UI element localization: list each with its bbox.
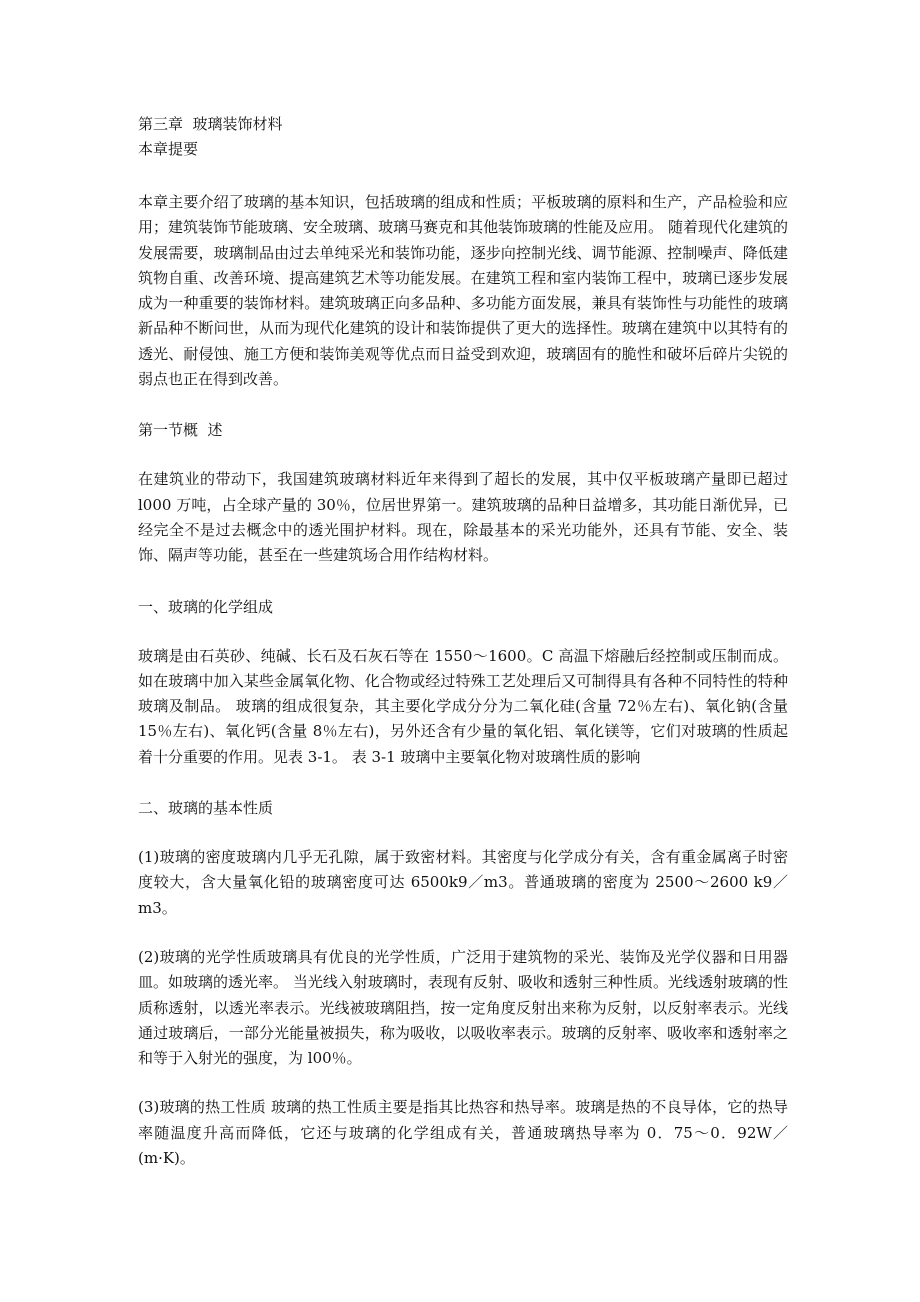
property-thermal-paragraph: (3)玻璃的热工性质 玻璃的热工性质主要是指其比热容和热导率。玻璃是热的不良导体，它的热导率随温度升高而降低，它还与玻璃的化学组成有关，普通玻璃热导率为 0．75～0．92W／(m·K)。: [138, 1098, 788, 1168]
composition-paragraph: 玻璃是由石英砂、纯碱、长石及石灰石等在 1550～1600。C 高温下熔融后经控制或压制而成。如在玻璃中加入某些金属氧化物、化合物或经过特殊工艺处理后又可制得具有各种不同特性的特种玻璃及制品。 玻璃的组成很复杂，其主要化学成分分为二氧化硅(含量 72％左右)、氧化钠(含量 15％左右)、氧化钙(含量 8％左右)，另外还含有少量的氧化铝、氧化镁等，它们对玻璃的性质起着十分重要的作用。见表 3-1。 表 3-1 玻璃中主要氧化物对玻璃性质的影响: [138, 646, 788, 766]
section-heading: 第一节概 述: [138, 421, 223, 440]
summary-paragraph: 本章主要介绍了玻璃的基本知识，包括玻璃的组成和性质；平板玻璃的原料和生产，产品检验和应用；建筑装饰节能玻璃、安全玻璃、玻璃马赛克和其他装饰玻璃的性能及应用。 随着现代化建筑的发展需要，玻璃制品由过去单纯采光和装饰功能，逐步向控制光线、调节能源、控制噪声、降低建筑物自重、改善环境、提高建筑艺术等功能发展。在建筑工程和室内装饰工程中，玻璃已逐步发展成为一种重要的装饰材料。建筑玻璃正向多品种、多功能方面发展，兼具有装饰性与功能性的玻璃新品种不断问世，从而为现代化建筑的设计和装饰提供了更大的选择性。玻璃在建筑中以其特有的透光、耐侵蚀、施工方便和装饰美观等优点而日益受到欢迎，玻璃固有的脆性和破坏后碎片尖锐的弱点也正在得到改善。: [138, 193, 788, 389]
document-page: [138, 112, 788, 1171]
subsection-heading-properties: 二、玻璃的基本性质: [138, 799, 274, 818]
chapter-title: 第三章 玻璃装饰材料: [138, 115, 283, 133]
summary-heading: 本章提要: [138, 140, 199, 158]
subsection-heading-composition: 一、玻璃的化学组成: [138, 597, 274, 616]
property-optical-paragraph: (2)玻璃的光学性质玻璃具有优良的光学性质，广泛用于建筑物的采光、装饰及光学仪器和日用器皿。如玻璃的透光率。 当光线入射玻璃时，表现有反射、吸收和透射三种性质。光线透射玻璃的性质称透射，以透光率表示。光线被玻璃阻挡，按一定角度反射出来称为反射，以反射率表示。光线通过玻璃后，一部分光能量被损失，称为吸收，以吸收率表示。玻璃的反射率、吸收率和透射率之和等于入射光的强度，为 l00％。: [138, 947, 788, 1068]
section-intro-paragraph: 在建筑业的带动下，我国建筑玻璃材料近年来得到了超长的发展，其中仅平板玻璃产量即已超过 l000 万吨，占全球产量的 30％，位居世界第一。建筑玻璃的品种日益增多，其功能日渐优异，已经完全不是过去概念中的透光围护材料。现在，除最基本的采光功能外，还具有节能、安全、装饰、隔声等功能，甚至在一些建筑场合用作结构材料。: [138, 470, 788, 565]
property-density-paragraph: (1)玻璃的密度玻璃内几乎无孔隙，属于致密材料。其密度与化学成分有关，含有重金属离子时密度较大，含大量氧化铅的玻璃密度可达 6500k9／m3。普通玻璃的密度为 2500～2600 k9／m3。: [138, 848, 788, 917]
